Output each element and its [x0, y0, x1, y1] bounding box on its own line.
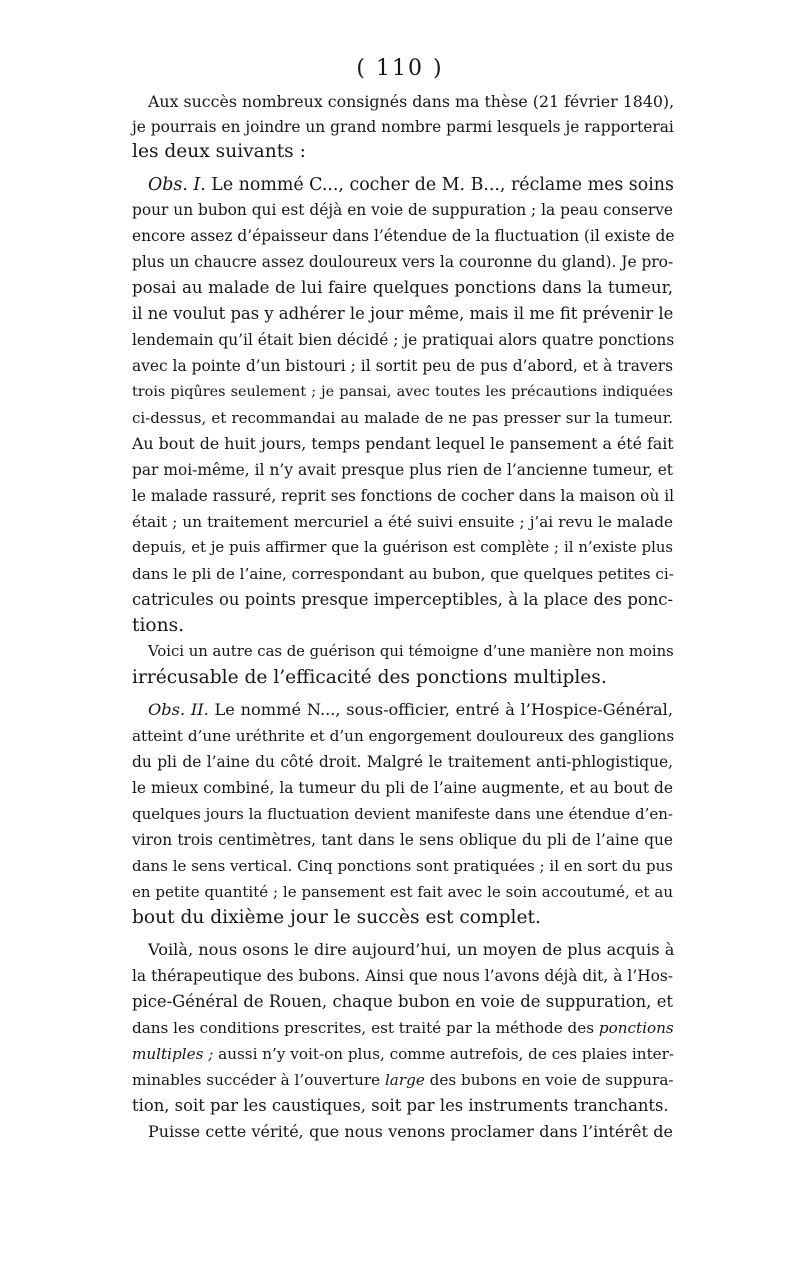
- page-number: ( 110 ): [356, 56, 444, 81]
- text-line: avec la pointe d’un bistouri ; il sortit peu de pus d’abord, et à travers: [132, 357, 673, 375]
- text-line: dans le pli de l’aine, correspondant au bubon, que quelques petites ci-: [132, 565, 674, 583]
- text-run: Le nommé C..., cocher de M. B..., réclame mes soins: [205, 175, 674, 195]
- text-line: le malade rassuré, reprit ses fonctions de cocher dans la maison où il: [132, 487, 675, 505]
- text-line: tions.: [132, 615, 185, 636]
- observation-label: Obs. I.: [148, 175, 206, 195]
- text-line: ci-dessus, et recommandai au malade de ne pas presser sur la tumeur.: [132, 409, 673, 427]
- text-run: aussi n’y voit-on plus, comme autrefois, de ces plaies inter-: [213, 1045, 675, 1063]
- text-line: catricules ou points presque imperceptibles, à la place des ponc-: [132, 590, 673, 609]
- text-line: Voilà, nous osons le dire aujourd’hui, un moyen de plus acquis à: [148, 940, 675, 959]
- text-line: Aux succès nombreux consignés dans ma thèse (21 février 1840),: [148, 92, 675, 111]
- text-line: irrécusable de l’efficacité des ponctions multiples.: [132, 667, 607, 688]
- text-line: la thérapeutique des bubons. Ainsi que nous l’avons déjà dit, à l’Hos-: [132, 967, 673, 985]
- text-line: Au bout de huit jours, temps pendant lequel le pansement a été fait: [132, 434, 674, 453]
- text-line: pour un bubon qui est déjà en voie de suppuration ; la peau conserve: [132, 201, 673, 219]
- text-line: encore assez d’épaisseur dans l’étendue de la fluctuation (il existe de: [132, 227, 675, 245]
- text-run: des bubons en voie de suppura-: [424, 1071, 674, 1089]
- text-line: je pourrais en joindre un grand nombre parmi lesquels je rapporterai: [132, 118, 674, 136]
- text-line: atteint d’une uréthrite et d’un engorgement douloureux des ganglions: [132, 727, 675, 745]
- text-line: viron trois centimètres, tant dans le sens oblique du pli de l’aine que: [132, 831, 673, 849]
- text-line: dans le sens vertical. Cinq ponctions sont pratiquées ; il en sort du pus: [132, 857, 673, 875]
- italic-run: large: [384, 1071, 425, 1089]
- text-line: quelques jours la fluctuation devient manifeste dans une étendue d’en-: [132, 805, 673, 823]
- text-line: plus un chaucre assez douloureux vers la couronne du gland). Je pro-: [132, 253, 674, 271]
- text-line: lendemain qu’il était bien décidé ; je pratiquai alors quatre ponctions: [132, 331, 675, 349]
- text-line: le mieux combiné, la tumeur du pli de l’aine augmente, et au bout de: [132, 779, 673, 797]
- text-line: [132, 1016, 673, 1040]
- text-line: bout du dixième jour le succès est complet.: [132, 907, 541, 928]
- text-line: trois piqûres seulement ; je pansai, avec toutes les précautions indiquées: [132, 384, 673, 400]
- text-run: dans les conditions prescrites, est traité par la méthode des: [132, 1019, 599, 1037]
- text-line: en petite quantité ; le pansement est fait avec le soin accoutumé, et au: [132, 883, 673, 901]
- text-run: Le nommé N..., sous-officier, entré à l’Hospice-Général,: [208, 700, 673, 719]
- text-line: posai au malade de lui faire quelques ponctions dans la tumeur,: [132, 278, 673, 297]
- text-line: était ; un traitement mercuriel a été suivi ensuite ; j’ai revu le malade: [132, 513, 673, 531]
- text-line: il ne voulut pas y adhérer le jour même, mais il me fit prévenir le: [132, 304, 674, 323]
- italic-run: ponctions: [598, 1019, 674, 1037]
- text-line: pice-Général de Rouen, chaque bubon en voie de suppuration, et: [132, 992, 673, 1011]
- text-line: [148, 698, 673, 722]
- text-line: par moi-même, il n’y avait presque plus rien de l’ancienne tumeur, et: [132, 461, 673, 479]
- text-line: Voici un autre cas de guérison qui témoigne d’une manière non moins: [148, 643, 674, 660]
- text-line: tion, soit par les caustiques, soit par les instruments tranchants.: [132, 1096, 669, 1115]
- text-run: minables succéder à l’ouverture: [132, 1071, 385, 1089]
- observation-label: Obs. II.: [148, 700, 209, 719]
- italic-run: multiples ;: [132, 1045, 214, 1063]
- text-line: [132, 1068, 673, 1092]
- text-line: [148, 173, 673, 197]
- text-line: [132, 1042, 673, 1066]
- text-line: du pli de l’aine du côté droit. Malgré le traitement anti-phlogistique,: [132, 753, 673, 771]
- text-line: depuis, et je puis affirmer que la guérison est complète ; il n’existe plus: [132, 539, 673, 556]
- text-line: Puisse cette vérité, que nous venons proclamer dans l’intérêt de: [148, 1122, 673, 1141]
- text-line: les deux suivants :: [132, 141, 306, 162]
